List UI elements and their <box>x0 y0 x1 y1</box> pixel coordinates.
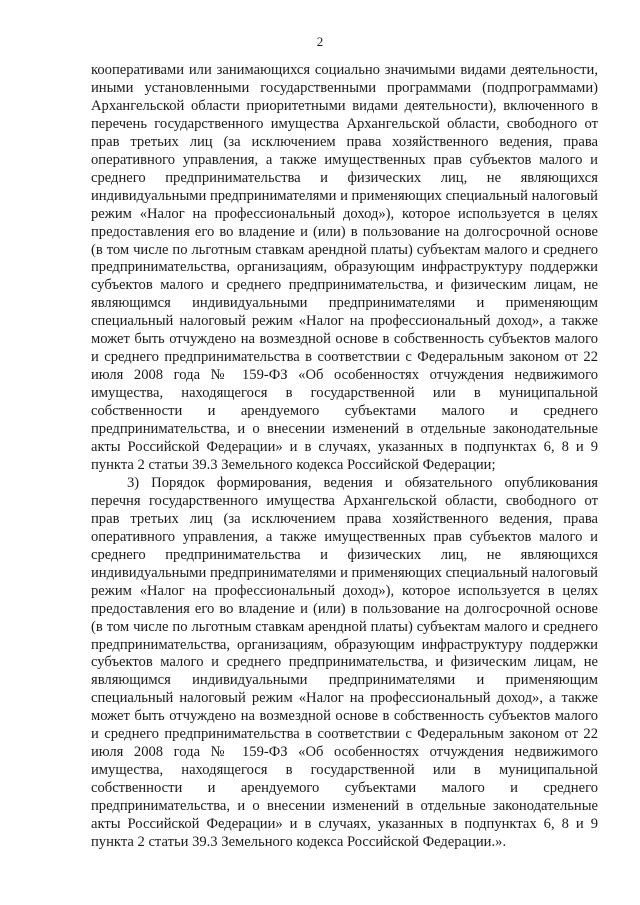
paragraph-continuation: кооперативами или занимающихся социально значимыми видами деятельности, иными установленными государственными программами (подпрограммами) Архангельской области приоритетными видами деятельности), включенного в перечень государственного имущества Архангельской области, свободного от прав третьих лиц (за исключением права хозяйственного ведения, права оперативного управления, а также имущественных прав субъектов малого и среднего предпринимательства и физических лиц, не являющихся индивидуальными предпринимателями и применяющих специальный налоговый режим «Налог на профессиональный доход»), которое используется в целях предоставления его во владение и (или) в пользование на долгосрочной основе (в том числе по льготным ставкам арендной платы) субъектам малого и среднего предпринимательства, организациям, образующим инфраструктуру поддержки субъектов малого и среднего предпринимательства, и физическим лицам, не являющимся индивидуальными предпринимателями и применяющим специальный налоговый режим «Налог на профессиональный доход», а также может быть отчуждено на возмездной основе в собственность субъектов малого и среднего предпринимательства в соответствии с Федеральным законом от 22 июля 2008 года № 159-ФЗ «Об особенностях отчуждения недвижимого имущества, находящегося в государственной или в муниципальной собственности и арендуемого субъектами малого и среднего предпринимательства, и о внесении изменений в отдельные законодательные акты Российской Федерации» и в случаях, указанных в подпунктах 6, 8 и 9 пункта 2 статьи 39.3 Земельного кодекса Российской Федерации; <box>91 62 598 473</box>
page-number: 2 <box>316 34 324 49</box>
paragraph-item-3: 3) Порядок формирования, ведения и обязательного опубликования перечня государственного имущества Архангельской области, свободного от прав третьих лиц (за исключением права хозяйственного ведения, права оперативного управления, а также имущественных прав субъектов малого и среднего предпринимательства и физических лиц, не являющихся индивидуальными предпринимателями и применяющих специальный налоговый режим «Налог на профессиональный доход»), которое используется в целях предоставления его во владение и (или) в пользование на долгосрочной основе (в том числе по льготным ставкам арендной платы) субъектам малого и среднего предпринимательства, организациям, образующим инфраструктуру поддержки субъектов малого и среднего предпринимательства, и физическим лицам, не являющимся индивидуальными предпринимателями и применяющим специальный налоговый режим «Налог на профессиональный доход», а также может быть отчуждено на возмездной основе в собственность субъектов малого и среднего предпринимательства в соответствии с Федеральным законом от 22 июля 2008 года № 159-ФЗ «Об особенностях отчуждения недвижимого имущества, находящегося в государственной или в муниципальной собственности и арендуемого субъектами малого и среднего предпринимательства, и о внесении изменений в отдельные законодательные акты Российской Федерации» и в случаях, указанных в подпунктах 6, 8 и 9 пункта 2 статьи 39.3 Земельного кодекса Российской Федерации.». <box>91 474 598 850</box>
document-body <box>91 62 598 852</box>
